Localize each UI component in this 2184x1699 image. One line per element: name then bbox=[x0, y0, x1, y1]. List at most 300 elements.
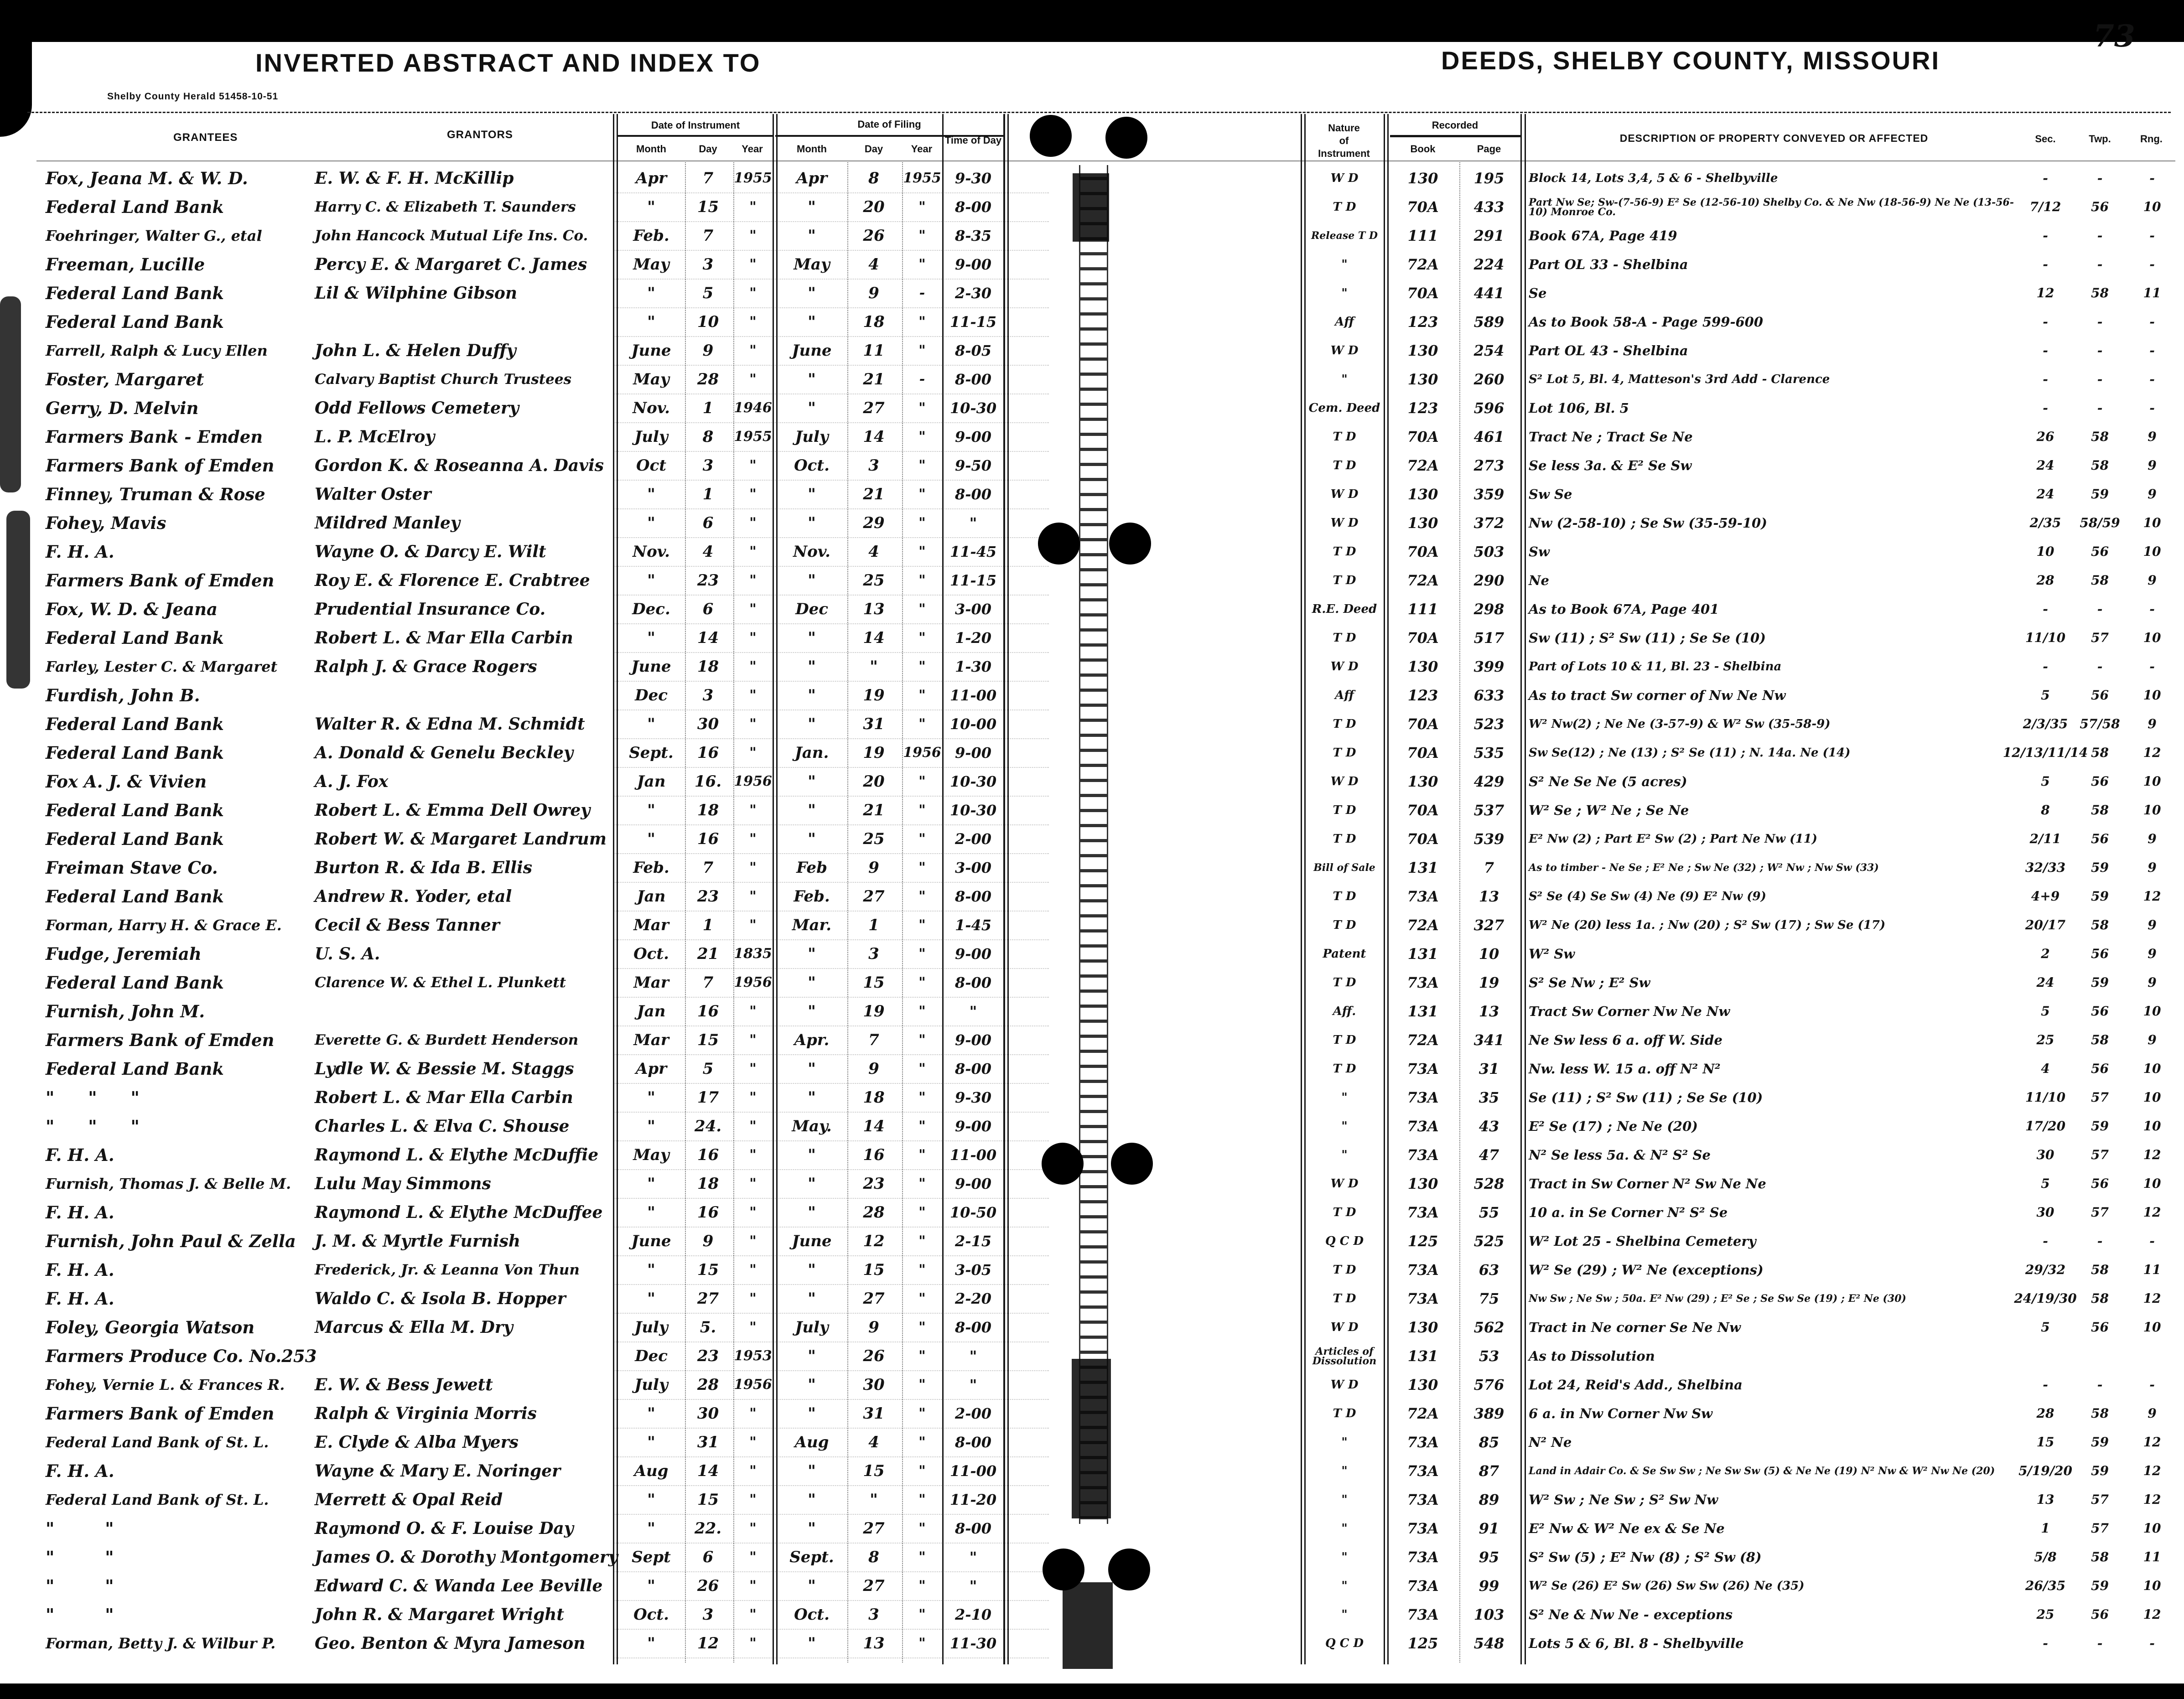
cell-instrument-month: " bbox=[647, 1175, 655, 1193]
cell-instrument-month: " bbox=[647, 1634, 655, 1653]
cell-page: 43 bbox=[1478, 1118, 1499, 1135]
cell-nature: Cem. Deed bbox=[1308, 401, 1380, 415]
cell-time-of-day: 10-30 bbox=[949, 802, 997, 819]
cell-grantee: Fudge, Jeremiah bbox=[46, 943, 202, 964]
cell-description: W² Se (29) ; W² Ne (exceptions) bbox=[1529, 1262, 1764, 1278]
cell-filing-year: " bbox=[918, 429, 926, 445]
cell-filing-month: Oct. bbox=[794, 1606, 830, 1624]
cell-rng: 9 bbox=[2148, 716, 2157, 732]
ledger-row bbox=[41, 739, 2180, 767]
cell-page: 548 bbox=[1473, 1635, 1504, 1652]
ledger-row bbox=[41, 538, 2180, 566]
cell-rng: - bbox=[2149, 659, 2155, 674]
cell-instrument-month: " bbox=[647, 830, 655, 849]
cell-nature: W D bbox=[1330, 516, 1359, 530]
cell-grantee: Federal Land Bank bbox=[46, 742, 224, 763]
cell-book: 130 bbox=[1407, 170, 1438, 187]
ledger-row bbox=[41, 1256, 2180, 1285]
cell-rng: - bbox=[2149, 171, 2155, 186]
cell-page: 13 bbox=[1478, 888, 1499, 906]
cell-nature: T D bbox=[1333, 717, 1356, 731]
cell-filing-month: Oct. bbox=[794, 456, 830, 475]
cell-time-of-day: 9-00 bbox=[955, 1118, 992, 1135]
cell-nature: T D bbox=[1333, 1292, 1356, 1306]
cell-rng: 10 bbox=[2143, 688, 2161, 703]
cell-grantee: Federal Land Bank bbox=[46, 714, 224, 734]
cell-instrument-month: " bbox=[647, 1577, 655, 1595]
cell-rng: - bbox=[2149, 314, 2155, 330]
cell-sec: 5 bbox=[2041, 1320, 2050, 1335]
cell-twp: 56 bbox=[2091, 774, 2109, 789]
cell-description: Nw (2-58-10) ; Se Sw (35-59-10) bbox=[1529, 515, 1767, 531]
cell-instrument-month: May bbox=[633, 255, 669, 274]
cell-instrument-day: 23 bbox=[697, 1347, 719, 1366]
cell-description: W² Sw bbox=[1529, 946, 1575, 962]
ledger-row bbox=[41, 1285, 2180, 1313]
sec-label: Sec. bbox=[2035, 133, 2056, 145]
cell-rng bbox=[2125, 1342, 2179, 1371]
ledger-row bbox=[41, 1342, 2180, 1371]
description-label: DESCRIPTION OF PROPERTY CONVEYED OR AFFECTED bbox=[1619, 132, 1929, 144]
cell-description: W² Ne (20) less 1a. ; Nw (20) ; S² Sw (17) ; Sw Se (17) bbox=[1529, 918, 1886, 932]
cell-instrument-day: 27 bbox=[697, 1290, 719, 1308]
cell-filing-day: 25 bbox=[863, 830, 885, 849]
cell-instrument-year: " bbox=[749, 457, 757, 474]
cell-filing-month: " bbox=[808, 1203, 816, 1222]
cell-filing-month: " bbox=[808, 1347, 816, 1366]
cell-instrument-month: Mar bbox=[633, 916, 669, 935]
cell-grantee: Fox A. J. & Vivien bbox=[46, 771, 207, 792]
ledger-row bbox=[41, 423, 2180, 451]
ledger-row bbox=[41, 1170, 2180, 1198]
cell-description: Se bbox=[1529, 285, 1547, 301]
cell-grantor: Odd Fellows Cemetery bbox=[315, 399, 519, 418]
cell-filing-day: 3 bbox=[868, 456, 879, 475]
cell-filing-day: 19 bbox=[863, 744, 885, 762]
cell-filing-day: 8 bbox=[868, 169, 879, 188]
cell-instrument-month: " bbox=[647, 485, 655, 504]
cell-description: As to Book 67A, Page 401 bbox=[1529, 601, 1719, 617]
cell-description: Tract in Sw Corner N² Sw Ne Ne bbox=[1529, 1176, 1766, 1191]
cell-filing-month: " bbox=[808, 198, 816, 217]
cell-grantor: E. W. & F. H. McKillip bbox=[315, 169, 514, 188]
cell-instrument-day: 18 bbox=[697, 658, 719, 676]
cell-filing-day: 9 bbox=[868, 1060, 879, 1078]
cell-instrument-day: 21 bbox=[697, 945, 719, 963]
cell-grantee: Forman, Betty J. & Wilbur P. bbox=[46, 1635, 276, 1652]
cell-instrument-year: " bbox=[749, 256, 757, 273]
recorded-label: Recorded bbox=[1432, 119, 1478, 131]
cell-rng: 9 bbox=[2148, 1032, 2157, 1048]
cell-description: Se (11) ; S² Sw (11) ; Se Se (10) bbox=[1529, 1089, 1763, 1105]
cell-rng: - bbox=[2149, 601, 2155, 617]
cell-filing-month: " bbox=[808, 1519, 816, 1538]
cell-filing-day: 12 bbox=[863, 1232, 885, 1251]
cell-instrument-day: 18 bbox=[697, 801, 719, 820]
cell-grantor: Lulu May Simmons bbox=[315, 1174, 491, 1194]
cell-nature: Aff bbox=[1335, 689, 1354, 703]
cell-time-of-day: 11-20 bbox=[949, 1491, 997, 1509]
cell-filing-year: " bbox=[918, 400, 926, 416]
cell-filing-year: " bbox=[918, 1204, 926, 1221]
cell-filing-year: " bbox=[918, 1606, 926, 1623]
cell-instrument-year: " bbox=[749, 860, 757, 876]
cell-description: E² Se (17) ; Ne Ne (20) bbox=[1529, 1118, 1698, 1134]
cell-grantor: Clarence W. & Ethel L. Plunkett bbox=[315, 974, 566, 991]
cell-instrument-month: Oct bbox=[636, 456, 667, 475]
cell-filing-day: 31 bbox=[863, 1404, 885, 1423]
cell-page: 89 bbox=[1478, 1491, 1499, 1509]
cell-instrument-month: " bbox=[647, 1519, 655, 1538]
cell-time-of-day: 9-00 bbox=[955, 945, 992, 963]
cell-instrument-month: " bbox=[647, 715, 655, 734]
cell-nature: " bbox=[1341, 1119, 1348, 1134]
cell-instrument-year: " bbox=[749, 1290, 757, 1307]
ledger-row bbox=[41, 882, 2180, 911]
cell-filing-month: " bbox=[808, 1491, 816, 1509]
col-header-grantees: GRANTEES bbox=[173, 131, 238, 144]
cell-filing-day: 20 bbox=[863, 198, 885, 217]
page-number: 73 bbox=[2093, 18, 2135, 54]
cell-nature: " bbox=[1341, 258, 1348, 272]
cell-instrument-day: 15 bbox=[697, 1031, 719, 1050]
cell-filing-day: 13 bbox=[863, 600, 885, 619]
cell-book: 131 bbox=[1407, 1347, 1438, 1365]
cell-filing-year: 1956 bbox=[903, 745, 941, 761]
cell-book: 123 bbox=[1407, 687, 1438, 704]
cell-filing-year: " bbox=[918, 860, 926, 876]
cell-instrument-month: " bbox=[647, 1404, 655, 1423]
cell-filing-day: 19 bbox=[863, 686, 885, 705]
cell-description: Block 14, Lots 3,4, 5 & 6 - Shelbyville bbox=[1529, 171, 1778, 186]
cell-filing-month: " bbox=[808, 284, 816, 303]
cell-sec: 4 bbox=[2041, 1061, 2050, 1077]
ledger-row bbox=[41, 1313, 2180, 1342]
cell-grantee: Freiman Stave Co. bbox=[46, 857, 218, 878]
cell-instrument-year: " bbox=[749, 601, 757, 617]
cell-filing-month: " bbox=[808, 1376, 816, 1394]
ledger-row bbox=[41, 940, 2180, 969]
cell-filing-year: " bbox=[918, 1520, 926, 1537]
cell-rng: 9 bbox=[2148, 860, 2157, 875]
cell-instrument-day: 3 bbox=[702, 686, 714, 705]
cell-grantee: Furdish, John B. bbox=[46, 685, 200, 705]
cell-rng: 9 bbox=[2148, 429, 2157, 445]
cell-nature: " bbox=[1341, 1493, 1348, 1507]
cell-sec: 28 bbox=[2036, 1406, 2054, 1421]
cell-filing-year: " bbox=[918, 1635, 926, 1652]
cell-filing-year: " bbox=[918, 342, 926, 359]
cell-time-of-day: 8-00 bbox=[955, 198, 992, 216]
cell-grantor: Merrett & Opal Reid bbox=[315, 1490, 503, 1510]
page-title-right: DEEDS, SHELBY COUNTY, MISSOURI bbox=[1441, 46, 1940, 75]
cell-grantee: Farmers Bank of Emden bbox=[46, 1030, 275, 1050]
cell-nature: " bbox=[1341, 1091, 1348, 1105]
cell-filing-month: " bbox=[808, 629, 816, 647]
cell-twp: - bbox=[2097, 1636, 2103, 1651]
cell-instrument-day: 7 bbox=[702, 859, 714, 877]
cell-instrument-year: " bbox=[749, 486, 757, 502]
cell-time-of-day: 9-00 bbox=[955, 428, 992, 446]
cell-instrument-year: " bbox=[749, 888, 757, 905]
cell-instrument-month: Apr bbox=[635, 1060, 667, 1078]
cell-filing-day: " bbox=[870, 658, 878, 676]
cell-book: 73A bbox=[1407, 1089, 1439, 1107]
cell-instrument-month: " bbox=[647, 1290, 655, 1308]
cell-instrument-day: 5. bbox=[700, 1318, 716, 1337]
cell-page: 55 bbox=[1478, 1204, 1499, 1222]
cell-instrument-day: 16. bbox=[694, 772, 722, 791]
cell-filing-month: Jan. bbox=[794, 744, 829, 762]
cell-twp: 59 bbox=[2091, 1119, 2109, 1134]
cell-grantee: Federal Land Bank of St. L. bbox=[46, 1434, 269, 1451]
cell-book: 130 bbox=[1407, 486, 1438, 503]
cell-time-of-day: 3-00 bbox=[955, 859, 992, 877]
cell-instrument-year: " bbox=[749, 371, 757, 388]
cell-page: 341 bbox=[1473, 1031, 1504, 1049]
instr-day-label: Day bbox=[699, 143, 717, 155]
cell-twp: - bbox=[2097, 601, 2103, 617]
cell-instrument-year: 1955 bbox=[734, 429, 772, 445]
cell-filing-year: " bbox=[918, 1262, 926, 1278]
cell-instrument-year: 1953 bbox=[734, 1348, 772, 1364]
cell-time-of-day: 11-30 bbox=[949, 1635, 997, 1652]
cell-grantee: Federal Land Bank bbox=[46, 1058, 224, 1079]
ledger-row bbox=[41, 1399, 2180, 1428]
cell-filing-day: 9 bbox=[868, 859, 879, 877]
cell-time-of-day: 11-00 bbox=[949, 1146, 997, 1164]
cell-sec: - bbox=[2043, 372, 2048, 387]
cell-rng: 12 bbox=[2143, 1463, 2161, 1479]
cell-grantor: Everette G. & Burdett Henderson bbox=[315, 1031, 579, 1048]
cell-sec: - bbox=[2043, 1233, 2048, 1249]
cell-rng: 10 bbox=[2143, 630, 2161, 646]
cell-rng: 12 bbox=[2143, 1607, 2161, 1622]
cell-filing-day: 14 bbox=[863, 1117, 885, 1136]
twp-label: Twp. bbox=[2089, 133, 2111, 145]
cell-nature: Release T D bbox=[1311, 230, 1378, 242]
cell-page: 523 bbox=[1473, 715, 1504, 733]
cell-instrument-month: Nov. bbox=[633, 399, 670, 418]
cell-time-of-day: 2-00 bbox=[955, 1405, 992, 1423]
cell-book: 123 bbox=[1407, 399, 1438, 417]
cell-filing-year: " bbox=[918, 486, 926, 502]
cell-filing-year: " bbox=[918, 457, 926, 474]
cell-rng: 9 bbox=[2148, 573, 2157, 588]
cell-grantee: F. H. A. bbox=[46, 1288, 114, 1309]
ledger-row bbox=[41, 451, 2180, 480]
cell-sec: 17/20 bbox=[2025, 1119, 2066, 1134]
cell-instrument-year: " bbox=[749, 1606, 757, 1623]
cell-filing-year: " bbox=[918, 515, 926, 531]
cell-filing-year: " bbox=[918, 946, 926, 962]
cell-instrument-day: 16 bbox=[697, 744, 719, 762]
cell-filing-month: " bbox=[808, 571, 816, 590]
cell-book: 130 bbox=[1407, 1175, 1438, 1193]
cell-grantee: Fox, Jeana M. & W. D. bbox=[46, 168, 248, 188]
cell-page: 539 bbox=[1473, 830, 1504, 848]
ledger-row bbox=[41, 854, 2180, 882]
cell-filing-month: " bbox=[808, 227, 816, 245]
cell-filing-day: 27 bbox=[863, 399, 885, 418]
cell-book: 73A bbox=[1407, 1606, 1439, 1624]
cell-filing-day: 21 bbox=[863, 370, 885, 389]
cell-instrument-day: 9 bbox=[702, 1232, 714, 1251]
cell-rng: 10 bbox=[2143, 1176, 2161, 1191]
cell-grantor: Gordon K. & Roseanna A. Davis bbox=[315, 456, 604, 476]
cell-book: 73A bbox=[1407, 1577, 1439, 1595]
cell-instrument-month: " bbox=[647, 1261, 655, 1279]
cell-filing-day: 21 bbox=[863, 801, 885, 820]
cell-grantee: Gerry, D. Melvin bbox=[46, 398, 199, 418]
cell-filing-month: May. bbox=[792, 1117, 832, 1136]
cell-rng: 10 bbox=[2143, 1521, 2161, 1536]
punch-hole bbox=[1105, 117, 1147, 159]
cell-time-of-day: 8-00 bbox=[955, 1319, 992, 1336]
cell-nature: T D bbox=[1333, 200, 1356, 214]
ledger-row bbox=[41, 624, 2180, 653]
cell-grantor: Calvary Baptist Church Trustees bbox=[315, 371, 572, 388]
cell-rng: 11 bbox=[2143, 285, 2161, 301]
cell-book: 130 bbox=[1407, 514, 1438, 532]
cell-instrument-day: 17 bbox=[697, 1088, 719, 1107]
cell-time-of-day: 2-00 bbox=[955, 830, 992, 848]
cell-filing-month: " bbox=[808, 1462, 816, 1481]
cell-twp: 59 bbox=[2091, 1435, 2109, 1450]
cell-twp: 57 bbox=[2091, 1521, 2109, 1536]
cell-instrument-year: " bbox=[749, 314, 757, 330]
cell-description: E² Nw (2) ; Part E² Sw (2) ; Part Ne Nw (11) bbox=[1529, 832, 1817, 846]
cell-filing-year: " bbox=[918, 544, 926, 560]
cell-instrument-day: 3 bbox=[702, 255, 714, 274]
cell-description: 6 a. in Nw Corner Nw Sw bbox=[1529, 1405, 1713, 1421]
cell-instrument-day: 9 bbox=[702, 342, 714, 360]
cell-sec: 28 bbox=[2036, 573, 2054, 588]
cell-filing-day: 7 bbox=[868, 1031, 879, 1050]
cell-nature: T D bbox=[1333, 1206, 1356, 1220]
cell-rng: - bbox=[2149, 257, 2155, 272]
cell-grantee: Fohey, Mavis bbox=[46, 513, 166, 533]
cell-twp: 56 bbox=[2091, 688, 2109, 703]
cell-grantor: Edward C. & Wanda Lee Beville bbox=[315, 1576, 603, 1596]
cell-grantor: Raymond L. & Elythe McDuffie bbox=[315, 1145, 599, 1165]
cell-description: Part Nw Se; Sw-(7-56-9) E² Se (12-56-10) Shelby Co. & Ne Nw (18-56-9) Ne Ne (13-56-10) Monroe Co. bbox=[1529, 196, 2014, 218]
cell-book: 70A bbox=[1407, 715, 1439, 733]
cell-page: 562 bbox=[1473, 1319, 1504, 1336]
cell-filing-year: " bbox=[918, 917, 926, 933]
cell-description: Ne bbox=[1529, 572, 1549, 588]
cell-twp: 57/58 bbox=[2080, 716, 2120, 732]
cell-sec: - bbox=[2043, 1377, 2048, 1393]
ledger-row bbox=[41, 193, 2180, 222]
nature-label-1: Nature bbox=[1328, 122, 1360, 134]
cell-twp: - bbox=[2097, 1377, 2103, 1393]
cell-nature: " bbox=[1341, 286, 1348, 300]
cell-filing-day: 30 bbox=[863, 1376, 885, 1394]
cell-twp: 58 bbox=[2091, 745, 2109, 761]
cell-twp: - bbox=[2097, 228, 2103, 243]
cell-grantee: F. H. A. bbox=[46, 1202, 114, 1222]
cell-page: 95 bbox=[1478, 1549, 1499, 1566]
cell-twp: 59 bbox=[2091, 889, 2109, 904]
cell-page: 47 bbox=[1478, 1146, 1499, 1164]
cell-instrument-year: 1835 bbox=[734, 946, 772, 962]
cell-description: 10 a. in Se Corner N² S² Se bbox=[1529, 1204, 1728, 1220]
cell-filing-day: " bbox=[870, 1491, 878, 1509]
cell-filing-year: " bbox=[918, 687, 926, 704]
cell-instrument-day: 24. bbox=[694, 1117, 722, 1136]
cell-grantor: Lil & Wilphine Gibson bbox=[315, 284, 518, 303]
cell-description: Sw (11) ; S² Sw (11) ; Se Se (10) bbox=[1529, 630, 1766, 646]
cell-grantor bbox=[315, 1342, 611, 1371]
cell-nature: " bbox=[1341, 1148, 1348, 1162]
cell-rng: 9 bbox=[2148, 975, 2157, 990]
cell-nature: T D bbox=[1333, 890, 1356, 904]
cell-description: W² Sw ; Ne Sw ; S² Sw Nw bbox=[1529, 1492, 1718, 1507]
cell-grantee: " " bbox=[46, 1575, 114, 1596]
cell-instrument-year: " bbox=[749, 745, 757, 761]
cell-twp: 58 bbox=[2091, 1262, 2109, 1278]
cell-filing-day: 16 bbox=[863, 1146, 885, 1165]
cell-rng: 9 bbox=[2148, 1406, 2157, 1421]
cell-filing-year: 1955 bbox=[903, 170, 941, 186]
cell-instrument-year: " bbox=[749, 1578, 757, 1594]
cell-page: 260 bbox=[1473, 371, 1504, 388]
cell-grantor: John R. & Margaret Wright bbox=[315, 1605, 565, 1625]
cell-filing-year: " bbox=[918, 1147, 926, 1163]
cell-description: As to tract Sw corner of Nw Ne Nw bbox=[1529, 687, 1786, 703]
cell-instrument-year: " bbox=[749, 687, 757, 704]
cell-description: Tract Ne ; Tract Se Ne bbox=[1529, 429, 1693, 445]
ledger-row bbox=[41, 279, 2180, 308]
cell-page: 31 bbox=[1478, 1060, 1499, 1078]
cell-instrument-month: May bbox=[633, 370, 669, 389]
cell-twp: 57 bbox=[2091, 1147, 2109, 1163]
cell-filing-day: 26 bbox=[863, 1347, 885, 1366]
cell-description: Ne Sw less 6 a. off W. Side bbox=[1529, 1032, 1722, 1048]
cell-instrument-month: Feb. bbox=[633, 227, 669, 245]
cell-instrument-year: " bbox=[749, 716, 757, 732]
cell-description: E² Nw & W² Ne ex & Se Ne bbox=[1529, 1520, 1725, 1536]
cell-filing-year: " bbox=[918, 716, 926, 732]
cell-filing-month: Feb bbox=[796, 859, 827, 877]
cell-page: 327 bbox=[1473, 917, 1504, 934]
cell-rng: 10 bbox=[2143, 1061, 2161, 1077]
instr-year-label: Year bbox=[742, 143, 763, 155]
cell-instrument-month: Oct. bbox=[633, 1606, 669, 1624]
cell-filing-month: " bbox=[808, 1404, 816, 1423]
cell-instrument-day: 6 bbox=[702, 600, 714, 619]
cell-sec: - bbox=[2043, 659, 2048, 674]
cell-grantee: Farmers Bank of Emden bbox=[46, 570, 275, 591]
rng-label: Rng. bbox=[2140, 133, 2163, 145]
cell-grantor: E. Clyde & Alba Myers bbox=[315, 1433, 519, 1452]
print-note: Shelby County Herald 51458-10-51 bbox=[107, 91, 279, 102]
cell-nature: Aff bbox=[1335, 315, 1354, 329]
cell-book: 72A bbox=[1407, 256, 1439, 274]
cell-instrument-month: Jan bbox=[637, 772, 666, 791]
cell-page: 389 bbox=[1473, 1405, 1504, 1423]
cell-instrument-day: 12 bbox=[697, 1634, 719, 1653]
cell-rng: - bbox=[2149, 400, 2155, 416]
cell-instrument-month: " bbox=[647, 1491, 655, 1509]
cell-time-of-day: 10-30 bbox=[949, 399, 997, 417]
cell-grantor: Wayne O. & Darcy E. Wilt bbox=[315, 542, 546, 562]
cell-filing-month: " bbox=[808, 772, 816, 791]
cell-twp: 57 bbox=[2091, 1090, 2109, 1105]
cell-nature: Aff. bbox=[1333, 1005, 1356, 1019]
cell-book: 72A bbox=[1407, 1031, 1439, 1049]
